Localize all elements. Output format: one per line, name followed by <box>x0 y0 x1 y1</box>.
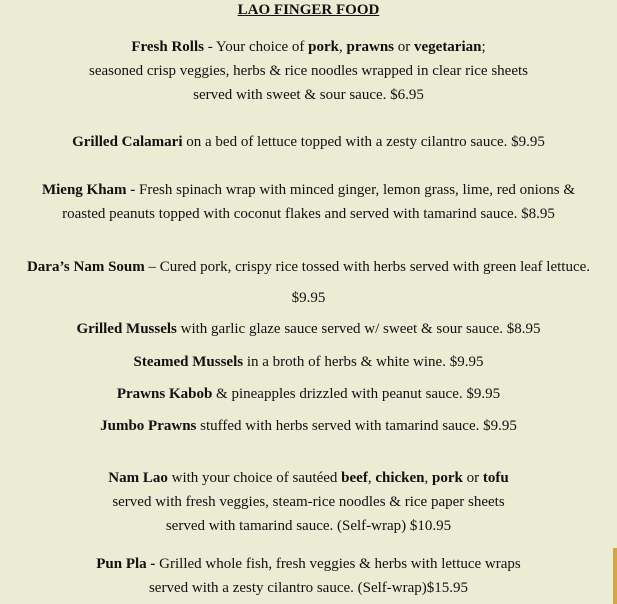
item-description: seasoned crisp veggies, herbs & rice noodles wrapped in clear rice sheets <box>88 63 528 79</box>
item-text: , <box>338 39 347 55</box>
option-text: pork <box>432 470 463 486</box>
menu-item-prawns-kabob <box>0 385 617 403</box>
item-name: Prawns Kabob <box>116 386 213 402</box>
item-name: Pun Pla - <box>96 556 156 572</box>
item-text: ; <box>481 39 486 55</box>
item-name: Dara’s Nam Soum <box>26 259 145 275</box>
item-text: , <box>367 470 376 486</box>
item-description: stuffed with herbs served with tamarind sauce. $9.95 <box>196 418 517 434</box>
item-text: or <box>394 39 414 55</box>
item-price: $9.95 <box>291 290 326 306</box>
item-description: served with fresh veggies, steam-rice noodles & rice paper sheets <box>112 494 505 510</box>
item-description: roasted peanuts topped with coconut flakes and served with tamarind sauce. $8.95 <box>62 206 555 222</box>
item-description: on a bed of lettuce topped with a zesty cilantro sauce. $9.95 <box>182 134 545 150</box>
option-text: prawns <box>346 39 394 55</box>
item-name: Grilled Mussels <box>76 321 177 337</box>
menu-item-jumbo-prawns <box>0 417 617 435</box>
menu-item-grilled-calamari <box>0 133 617 151</box>
menu-item-pun-pla <box>0 555 617 573</box>
menu-item-mieng-kham <box>0 181 617 199</box>
option-text: beef <box>341 470 368 486</box>
item-name: Nam Lao <box>108 470 168 486</box>
item-name: Fresh Rolls <box>131 39 204 55</box>
menu-item-steamed-mussels <box>0 353 617 371</box>
item-name: Grilled Calamari <box>72 134 183 150</box>
item-name: Steamed Mussels <box>133 354 244 370</box>
item-description: Grilled whole fish, fresh veggies & herbs with lettuce wraps <box>155 556 521 572</box>
menu-item-dara-nam-soum <box>0 258 617 276</box>
option-text: chicken <box>375 470 425 486</box>
item-description: served with a zesty cilantro sauce. (Self-wrap)$15.95 <box>148 580 469 596</box>
menu-section-title: LAO FINGER FOOD <box>237 2 380 18</box>
item-description: with garlic glaze sauce served w/ sweet & sour sauce. $8.95 <box>176 321 541 337</box>
page-edge-accent <box>613 548 617 604</box>
item-text: , <box>424 470 432 486</box>
menu-item-grilled-mussels <box>0 320 617 338</box>
menu-item-nam-lao <box>0 469 617 487</box>
item-text: - Your choice of <box>203 39 309 55</box>
option-text: vegetarian <box>414 39 482 55</box>
item-text: or <box>462 470 483 486</box>
option-text: pork <box>308 39 339 55</box>
menu-item-fresh-rolls <box>0 38 617 56</box>
item-name: Jumbo Prawns <box>100 418 197 434</box>
item-name: Mieng Kham - <box>41 182 136 198</box>
item-description: served with sweet & sour sauce. $6.95 <box>193 87 424 103</box>
option-text: tofu <box>482 470 509 486</box>
item-description: in a broth of herbs & white wine. $9.95 <box>243 354 484 370</box>
item-description: served with tamarind sauce. (Self-wrap) $10.95 <box>165 518 452 534</box>
item-description: – Cured pork, crispy rice tossed with herbs served with green leaf lettuce. <box>144 259 591 275</box>
item-text: with your choice of sautéed <box>167 470 342 486</box>
item-description: Fresh spinach wrap with minced ginger, lemon grass, lime, red onions & <box>135 182 576 198</box>
item-description: & pineapples drizzled with peanut sauce. $9.95 <box>212 386 501 402</box>
